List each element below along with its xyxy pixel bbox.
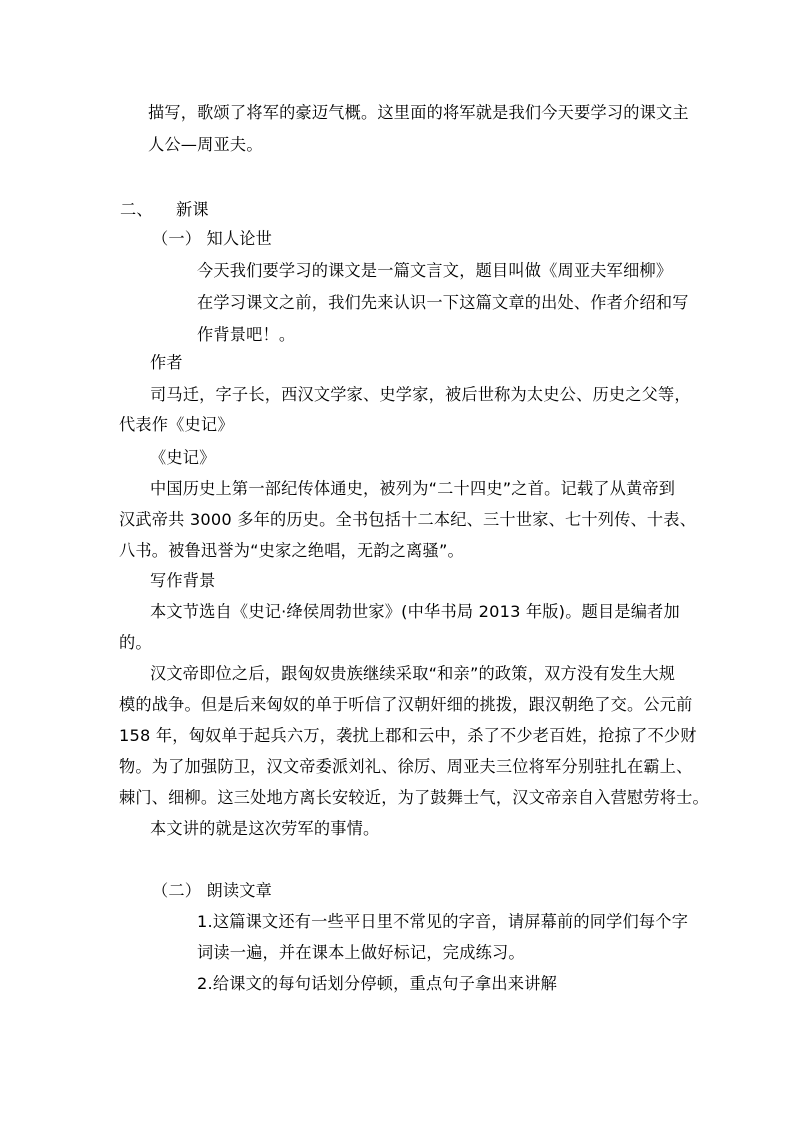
paragraph-line: 物。为了加强防卫，汉文帝委派刘礼、徐厉、周亚夫三位将军分别驻扎在霸上、	[119, 757, 693, 776]
list-item: 2.给课文的每句话划分停顿，重点句子拿出来讲解	[197, 974, 557, 993]
subsection-heading-1: （一） 知人论世	[152, 229, 273, 248]
paragraph-line: 模的战争。但是后来匈奴的单于听信了汉朝奸细的挑拨，跟汉朝绝了交。公元前	[119, 695, 693, 714]
section-number: 二、	[120, 200, 153, 219]
section-title: 新课	[176, 200, 209, 219]
paragraph-line: 代表作《史记》	[119, 415, 234, 434]
paragraph-line: 158 年，匈奴单于起兵六万，袭扰上郡和云中，杀了不少老百姓，抢掠了不少财	[119, 726, 697, 745]
paragraph-line: 的。	[119, 633, 152, 652]
paragraph-line: 汉武帝共 3000 多年的历史。全书包括十二本纪、三十世家、七十列传、十表、	[119, 510, 697, 529]
intro-line-2: 人公—周亚夫。	[148, 135, 263, 154]
paragraph-line: 棘门、细柳。这三处地方离长安较近，为了鼓舞士气，汉文帝亲自入营慰劳将士。	[119, 788, 709, 807]
list-item: 1.这篇课文还有一些平日里不常见的字音，请屏幕前的同学们每个字	[197, 912, 689, 931]
subsection-heading-2: （二） 朗读文章	[152, 881, 273, 900]
paragraph-line: 今天我们要学习的课文是一篇文言文，题目叫做《周亚夫军细柳》	[197, 261, 673, 280]
paragraph-line: 本文讲的就是这次劳军的事情。	[150, 819, 380, 838]
intro-line-1: 描写，歌颂了将军的豪迈气概。这里面的将军就是我们今天要学习的课文主	[148, 103, 689, 122]
paragraph-line: 汉文帝即位之后，跟匈奴贵族继续采取“和亲”的政策，双方没有发生大规	[150, 664, 676, 683]
shiji-heading: 《史记》	[150, 448, 216, 467]
paragraph-line: 作背景吧！。	[197, 325, 296, 344]
paragraph-line: 在学习课文之前，我们先来认识一下这篇文章的出处、作者介绍和写	[197, 293, 689, 312]
list-item: 词读一遍，并在课本上做好标记，完成练习。	[197, 943, 525, 962]
paragraph-line: 本文节选自《史记·绛侯周勃世家》(中华书局 2013 年版)。题目是编者加	[150, 602, 680, 621]
paragraph-line: 八书。被鲁迅誉为“史家之绝唱，无韵之离骚”。	[119, 541, 464, 560]
paragraph-line: 司马迁，字子长，西汉文学家、史学家，被后世称为太史公、历史之父等，	[150, 385, 691, 404]
author-heading: 作者	[150, 353, 183, 372]
paragraph-line: 中国历史上第一部纪传体通史，被列为“二十四史”之首。记载了从黄帝到	[150, 479, 676, 498]
background-heading: 写作背景	[150, 571, 216, 590]
